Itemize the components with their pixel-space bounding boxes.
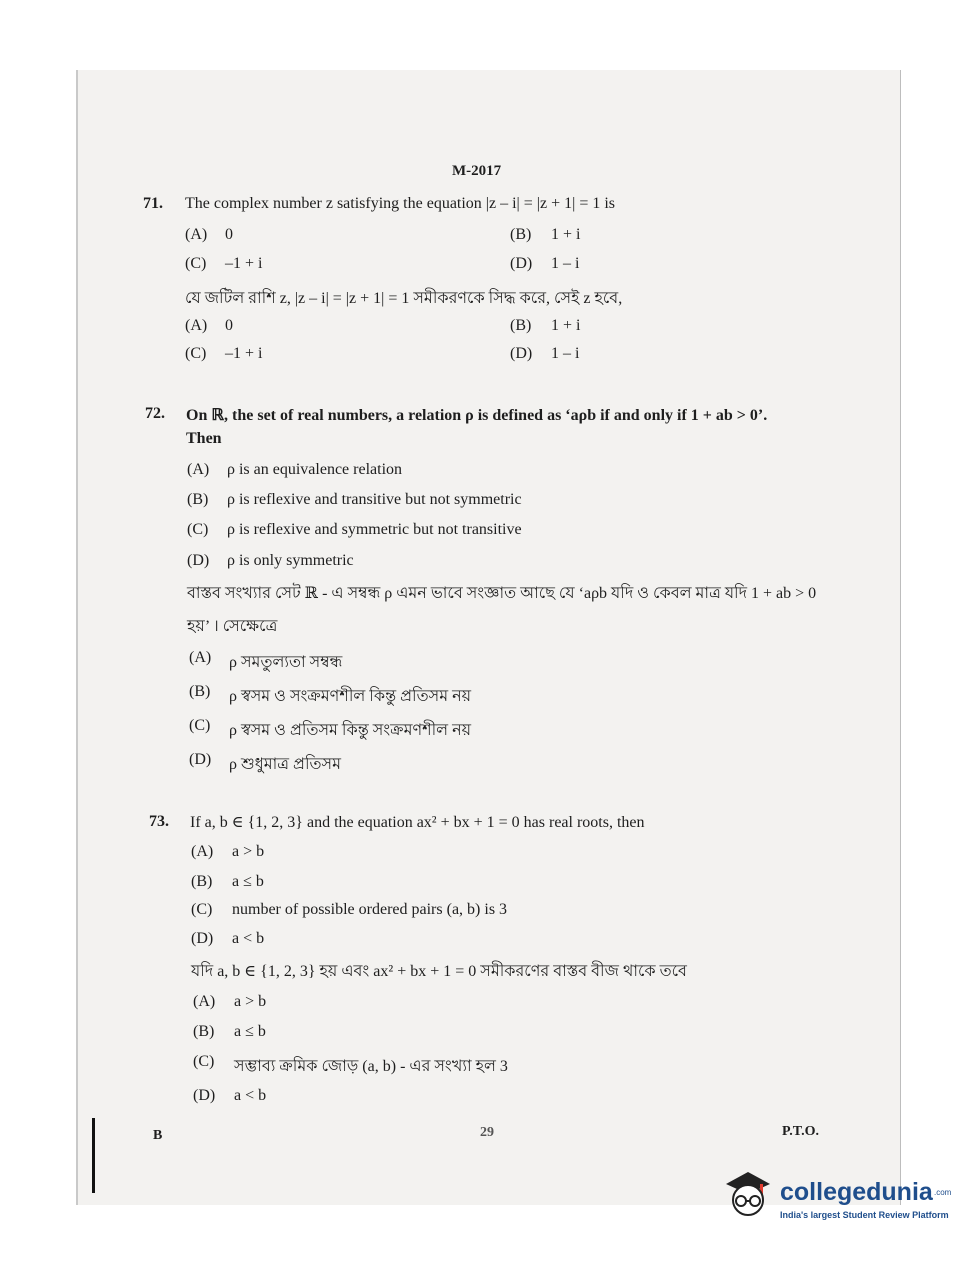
option-text: –1 + i [225, 255, 263, 272]
option-text: ρ is reflexive and transitive but not symmetric [227, 491, 522, 508]
question-stem-bengali: বাস্তব সংখ্যার সেট ℝ - এ সম্বন্ধ ρ এমন ভাবে সংজ্ঞাত আছে যে ‘aρb যদি ও কেবল মাত্র যদি 1 + ab > 0 [187, 585, 817, 602]
option-text: ρ is reflexive and symmetric but not transitive [227, 521, 522, 538]
question-stem-bengali: যদি a, b ∈ {1, 2, 3} হয় এবং ax² + bx + 1 = 0 সমীকরণের বাস্তব বীজ থাকে তবে [191, 963, 687, 980]
question-number: 73. [149, 813, 169, 830]
option-text: ρ is only symmetric [227, 552, 354, 569]
option-label: (D) [510, 255, 533, 272]
option-label: (C) [191, 901, 213, 918]
margin-mark [92, 1118, 95, 1193]
option-label: (A) [191, 843, 214, 860]
option-label: (A) [185, 226, 208, 243]
page-edge [76, 70, 78, 1205]
option-label: (A) [189, 649, 212, 666]
mascot-icon [722, 1168, 774, 1218]
please-turn-over: P.T.O. [782, 1124, 819, 1139]
option-text: number of possible ordered pairs (a, b) is 3 [232, 901, 508, 918]
option-text: ρ স্বসম ও প্রতিসম কিন্তু সংক্রমণশীল নয় [229, 722, 472, 739]
option-text: সম্ভাব্য ক্রমিক জোড় (a, b) - এর সংখ্যা হল 3 [234, 1058, 508, 1075]
option-text: –1 + i [225, 345, 263, 362]
option-text: ρ সমতুল্যতা সম্বন্ধ [229, 654, 343, 671]
option-label: (C) [187, 521, 209, 538]
option-text: 1 + i [551, 226, 581, 243]
question-number: 72. [145, 405, 165, 422]
option-label: (C) [185, 255, 207, 272]
option-text: 1 + i [551, 317, 581, 334]
question-stem-bengali: যে জটিল রাশি z, |z – i| = |z + 1| = 1 সমীকরণকে সিদ্ধ করে, সেই z হবে, [185, 290, 623, 307]
option-label: (B) [510, 226, 532, 243]
option-text: a ≤ b [234, 1023, 266, 1040]
option-label: (A) [185, 317, 208, 334]
question-stem: On ℝ, the set of real numbers, a relation ρ is defined as ‘aρb if and only if 1 + ab > 0’. [186, 407, 768, 424]
option-label: (B) [193, 1023, 215, 1040]
question-number: 71. [143, 195, 163, 212]
option-text: 0 [225, 317, 233, 334]
option-text: 1 – i [551, 255, 580, 272]
collegedunia-logo[interactable] [722, 1166, 952, 1226]
option-label: (D) [510, 345, 533, 362]
option-label: (C) [185, 345, 207, 362]
option-label: (B) [191, 873, 213, 890]
option-label: (A) [187, 461, 210, 478]
option-text: ρ স্বসম ও সংক্রমণশীল কিন্তু প্রতিসম নয় [229, 688, 472, 705]
booklet-set: B [153, 1128, 163, 1143]
question-stem-bengali-continued: হয়’ । সেক্ষেত্রে [187, 618, 278, 635]
question-stem: If a, b ∈ {1, 2, 3} and the equation ax² + bx + 1 = 0 has real roots, then [190, 814, 645, 831]
page-number: 29 [480, 1125, 494, 1140]
option-label: (C) [193, 1053, 215, 1070]
option-label: (C) [189, 717, 211, 734]
option-label: (D) [191, 930, 214, 947]
option-text: a ≤ b [232, 873, 264, 890]
option-label: (B) [510, 317, 532, 334]
logo-wordmark: collegedunia [780, 1178, 933, 1206]
question-stem: The complex number z satisfying the equation |z – i| = |z + 1| = 1 is [185, 195, 616, 212]
question-stem-continued: Then [186, 430, 222, 447]
logo-domain: .com [934, 1188, 952, 1197]
option-text: 0 [225, 226, 233, 243]
paper-code: M-2017 [452, 163, 502, 179]
option-text: ρ is an equivalence relation [227, 461, 403, 478]
option-label: (B) [187, 491, 209, 508]
option-text: a > b [234, 993, 267, 1010]
option-label: (A) [193, 993, 216, 1010]
option-label: (D) [187, 552, 210, 569]
option-text: a < b [232, 930, 265, 947]
option-label: (D) [193, 1087, 216, 1104]
option-text: a > b [232, 843, 265, 860]
option-text: a < b [234, 1087, 267, 1104]
logo-tagline: India's largest Student Review Platform [780, 1210, 949, 1220]
option-label: (B) [189, 683, 211, 700]
option-text: 1 – i [551, 345, 580, 362]
option-label: (D) [189, 751, 212, 768]
option-text: ρ শুধুমাত্র প্রতিসম [229, 756, 341, 773]
